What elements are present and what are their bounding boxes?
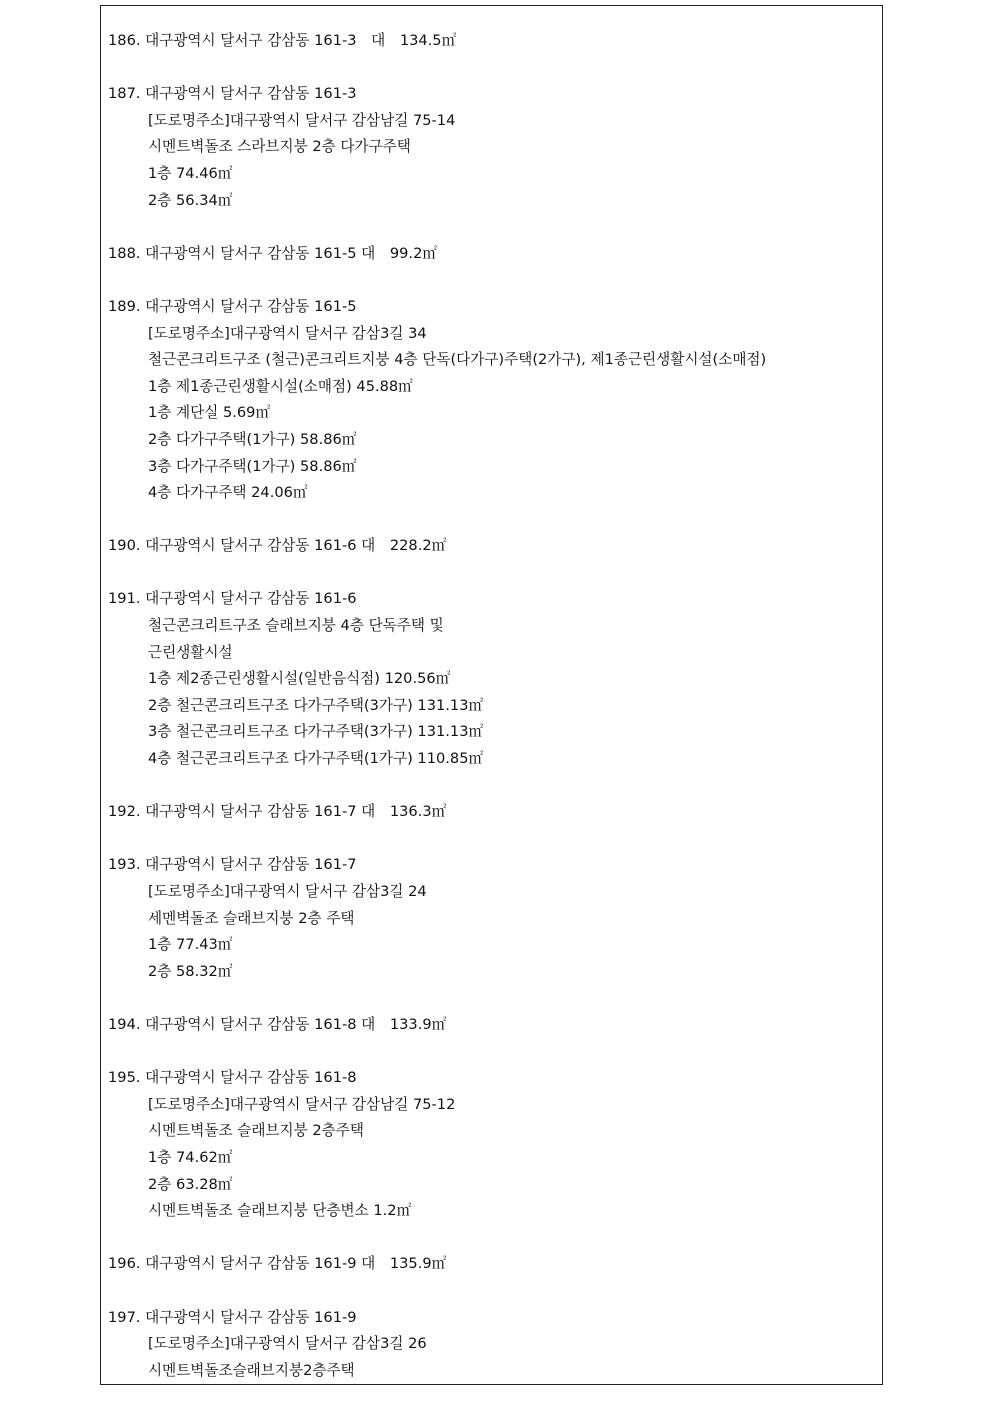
- property-entry: [108, 586, 868, 799]
- property-entry-detail: 3층 철근콘크리트구조 다가구주택(3가구) 131.13㎡: [148, 723, 484, 741]
- entry-spacer: [108, 1225, 868, 1252]
- property-entry-detail: 4층 철근콘크리트구조 다가구주택(1가구) 110.85㎡: [148, 750, 484, 768]
- entry-spacer: [108, 507, 868, 534]
- property-entry-heading: 186. 대구광역시 달서구 감삼동 161-3 대 134.5㎡: [108, 32, 457, 49]
- entry-spacer: [108, 55, 868, 82]
- property-entry-detail: 2층 다가구주택(1가구) 58.86㎡: [148, 430, 357, 448]
- property-entry: [108, 533, 868, 586]
- entry-spacer: [108, 1039, 868, 1066]
- property-entry-heading: 190. 대구광역시 달서구 감삼동 161-6 대 228.2㎡: [108, 537, 447, 555]
- property-entry: [108, 28, 868, 81]
- entry-spacer: [108, 773, 868, 800]
- property-entry-detail: 세멘벽돌조 슬래브지붕 2층 주택: [148, 909, 355, 927]
- property-entry-detail: 2층 56.34㎡: [148, 191, 233, 209]
- property-list: [108, 28, 868, 1384]
- entry-spacer: [108, 1278, 868, 1305]
- property-entry: [108, 1305, 868, 1385]
- entry-spacer: [108, 985, 868, 1012]
- property-entry-heading: 193. 대구광역시 달서구 감삼동 161-7: [108, 856, 357, 874]
- property-entry: [108, 294, 868, 533]
- property-entry-heading: 196. 대구광역시 달서구 감삼동 161-9 대 135.9㎡: [108, 1255, 447, 1273]
- property-entry-detail: 2층 철근콘크리트구조 다가구주택(3가구) 131.13㎡: [148, 696, 484, 714]
- property-entry-detail: 시멘트벽돌조 스라브지붕 2층 다가구주택: [148, 138, 411, 156]
- property-entry: [108, 241, 868, 294]
- property-entry: [108, 1251, 868, 1304]
- property-entry-detail: 4층 다가구주택 24.06㎡: [148, 484, 308, 502]
- property-entry-heading: 195. 대구광역시 달서구 감삼동 161-8: [108, 1069, 357, 1087]
- property-entry: [108, 852, 868, 1012]
- property-entry-heading: 192. 대구광역시 달서구 감삼동 161-7 대 136.3㎡: [108, 803, 447, 821]
- property-entry: [108, 799, 868, 852]
- property-entry-detail: 시멘트벽돌조 슬래브지붕 2층주택: [148, 1122, 364, 1140]
- property-entry-heading: 187. 대구광역시 달서구 감삼동 161-3: [108, 85, 357, 103]
- property-entry-detail: [도로명주소]대구광역시 달서구 감삼3길 24: [148, 883, 427, 900]
- entry-spacer: [108, 560, 868, 587]
- property-entry-detail: [도로명주소]대구광역시 달서구 감삼3길 26: [148, 1335, 427, 1353]
- property-entry-detail: 철근콘크리트구조 슬래브지붕 4층 단독주택 및: [148, 617, 444, 635]
- property-entry-detail: 1층 계단실 5.69㎡: [148, 404, 271, 422]
- property-entry-heading: 197. 대구광역시 달서구 감삼동 161-9: [108, 1308, 357, 1326]
- property-entry-detail: 시멘트벽돌조슬래브지붕2층주택: [148, 1361, 355, 1379]
- property-entry-heading: 191. 대구광역시 달서구 감삼동 161-6: [108, 590, 357, 608]
- property-entry-detail: 2층 58.32㎡: [148, 962, 233, 980]
- property-entry-detail: [도로명주소]대구광역시 달서구 감삼남길 75-14: [148, 111, 456, 129]
- property-entry-detail: 근린생활시설: [148, 643, 233, 661]
- property-entry-detail: 3층 다가구주택(1가구) 58.86㎡: [148, 457, 357, 475]
- property-entry-heading: 188. 대구광역시 달서구 감삼동 161-5 대 99.2㎡: [108, 244, 437, 262]
- entry-spacer: [108, 267, 868, 294]
- property-entry-detail: 2층 63.28㎡: [148, 1175, 233, 1193]
- property-entry-detail: [도로명주소]대구광역시 달서구 감삼3길 34: [148, 324, 427, 342]
- property-entry-detail: [도로명주소]대구광역시 달서구 감삼남길 75-12: [148, 1095, 456, 1113]
- property-entry-detail: 1층 74.46㎡: [148, 164, 233, 182]
- property-entry-detail: 시멘트벽돌조 슬래브지붕 단층변소 1.2㎡: [148, 1202, 412, 1220]
- property-entry-detail: 철근콘크리트구조 (철근)콘크리트지붕 4층 단독(다가구)주택(2가구), 제1종근린생활시설(소매점): [148, 351, 767, 369]
- property-entry-heading: 194. 대구광역시 달서구 감삼동 161-8 대 133.9㎡: [108, 1015, 447, 1033]
- property-entry-heading: 189. 대구광역시 달서구 감삼동 161-5: [108, 297, 357, 315]
- property-entry: [108, 1012, 868, 1065]
- property-entry-detail: 1층 77.43㎡: [148, 936, 233, 954]
- property-entry-detail: 1층 제1종근린생활시설(소매점) 45.88㎡: [148, 377, 413, 395]
- property-entry-detail: 1층 74.62㎡: [148, 1148, 233, 1166]
- property-entry: [108, 1065, 868, 1251]
- property-entry-detail: 1층 제2종근린생활시설(일반음식점) 120.56㎡: [148, 670, 451, 688]
- entry-spacer: [108, 214, 868, 241]
- entry-spacer: [108, 826, 868, 853]
- property-entry: [108, 81, 868, 241]
